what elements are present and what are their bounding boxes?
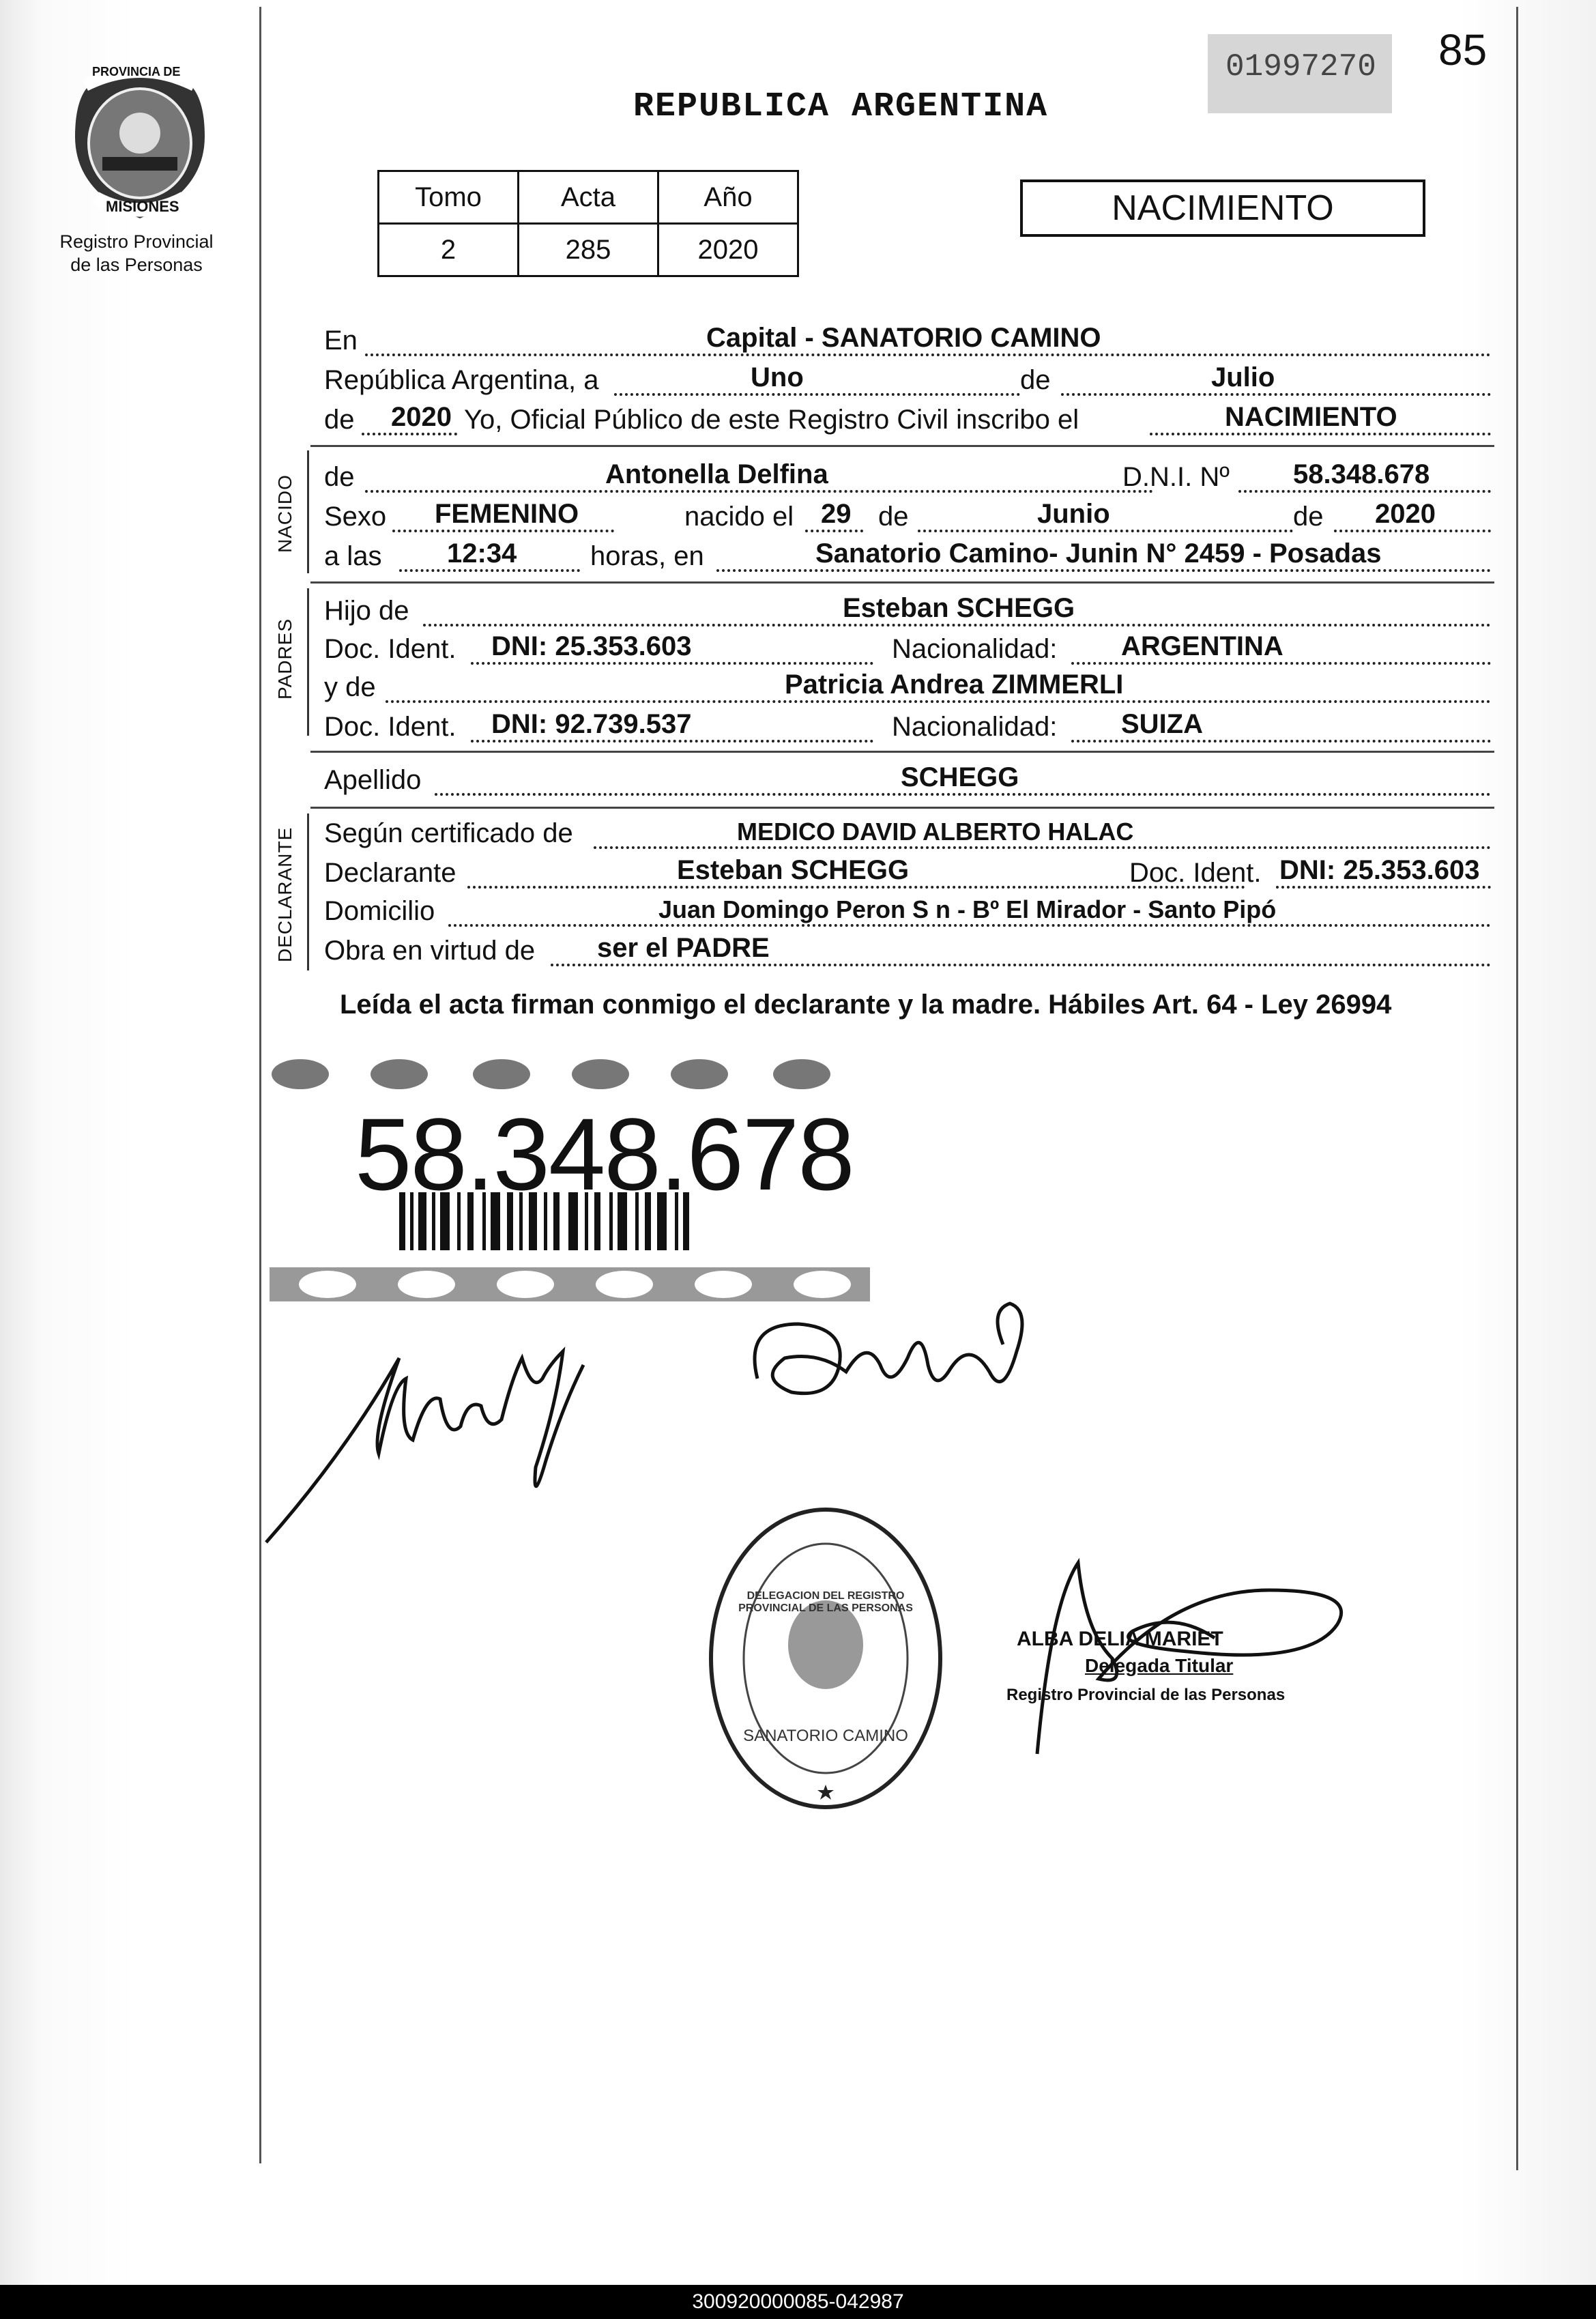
a-las-label: a las xyxy=(324,541,382,571)
stamp-inner-text: SANATORIO CAMINO xyxy=(743,1727,908,1745)
declarante-bracket xyxy=(307,813,309,970)
nacido-row-name xyxy=(324,457,1491,497)
footer-barcode-code: 300920000085-042987 xyxy=(0,2285,1596,2319)
declarant-signature xyxy=(263,1297,645,1556)
decl-value: Esteban SCHEGG xyxy=(677,855,910,885)
nationality-label: Nacionalidad: xyxy=(892,634,1058,664)
de-label: de xyxy=(1020,365,1051,395)
month-value: Julio xyxy=(1211,362,1275,392)
day-value: Uno xyxy=(751,362,804,392)
declarante-row-obra xyxy=(324,931,1491,970)
child-dni: 58.348.678 xyxy=(1293,459,1430,489)
birth-time: 12:34 xyxy=(447,538,517,568)
doc-label: Doc. Ident. xyxy=(324,634,456,664)
section-separator xyxy=(310,807,1494,809)
year-value: 2020 xyxy=(391,402,452,432)
official-office: Registro Provincial de las Personas xyxy=(1006,1686,1286,1704)
record-header-tomo: Tomo xyxy=(379,171,519,224)
registry-delegation-stamp xyxy=(703,1501,948,1815)
record-table xyxy=(377,170,799,277)
closing-statement: Leída el acta firman conmigo el declarante y la madre. Hábiles Art. 64 - Ley 26994 xyxy=(340,990,1392,1020)
mother-name: Patricia Andrea ZIMMERLI xyxy=(785,669,1124,700)
record-value-tomo: 2 xyxy=(379,224,519,276)
republic-label: República Argentina, a xyxy=(324,365,599,395)
decl-doc: DNI: 25.353.603 xyxy=(1279,855,1480,885)
nacido-bracket xyxy=(307,450,309,573)
stamp-outer-text: DELEGACION DEL REGISTRO PROVINCIAL DE LAS PERSONAS xyxy=(738,1590,913,1614)
dni-label: D.N.I. Nº xyxy=(1122,462,1230,492)
country-title: REPUBLICA ARGENTINA xyxy=(633,87,1049,126)
mother-signature xyxy=(744,1297,1030,1420)
section-separator xyxy=(310,751,1494,753)
cert-value: MEDICO DAVID ALBERTO HALAC xyxy=(737,818,1134,846)
birth-month: Junio xyxy=(1037,499,1110,529)
official-name: ALBA DELIA MARIET xyxy=(1017,1628,1223,1650)
father-name: Esteban SCHEGG xyxy=(843,593,1075,623)
father-nationality: ARGENTINA xyxy=(1121,631,1283,661)
nacido-section-label: NACIDO xyxy=(274,474,295,553)
registry-name-line-1: Registro Provincial xyxy=(59,231,214,252)
birth-place: Sanatorio Camino- Junin N° 2459 - Posadas xyxy=(815,538,1382,568)
record-header-anio: Año xyxy=(658,171,798,224)
nacido-row-sex xyxy=(324,497,1491,536)
event-value: NACIMIENTO xyxy=(1225,402,1397,432)
dom-label: Domicilio xyxy=(324,896,435,926)
section-separator xyxy=(310,581,1494,584)
doc-label: Doc. Ident. xyxy=(324,712,456,742)
serial-number-stamp xyxy=(1208,34,1392,113)
de-label: de xyxy=(324,462,355,492)
decl-label: Declarante xyxy=(324,858,456,888)
nationality-label: Nacionalidad: xyxy=(892,712,1058,742)
mother-doc: DNI: 92.739.537 xyxy=(491,709,692,739)
nacido-row-time xyxy=(324,536,1491,576)
registry-name-line-2: de las Personas xyxy=(70,255,203,275)
doc-label: Doc. Ident. xyxy=(1129,858,1262,888)
apellido-label: Apellido xyxy=(324,765,422,795)
y-de-label: y de xyxy=(324,672,376,702)
declarante-section-label: DECLARANTE xyxy=(274,826,295,962)
declarante-row-domicilio xyxy=(324,891,1491,931)
de-label: de xyxy=(878,502,909,532)
document-type-box: NACIMIENTO xyxy=(1020,179,1425,237)
dni-sticker-number: 58.348.678 xyxy=(355,1097,854,1211)
intro-row-officer xyxy=(324,400,1491,440)
de-label: de xyxy=(1293,502,1324,532)
mother-nationality: SUIZA xyxy=(1121,709,1203,739)
apellido-row xyxy=(324,760,1491,800)
padres-row-father-doc xyxy=(324,629,1491,669)
page-number: 85 xyxy=(1438,25,1488,74)
dotted-fill xyxy=(614,369,1020,396)
serial-number: 01997270 xyxy=(1225,49,1376,85)
nacido-label: nacido el xyxy=(684,502,794,532)
horas-label: horas, en xyxy=(590,541,704,571)
seal-bottom-text: MISIONES xyxy=(106,198,179,215)
declarante-row-name xyxy=(324,853,1491,893)
birth-day: 29 xyxy=(821,499,852,529)
father-doc: DNI: 25.353.603 xyxy=(491,631,692,661)
officer-text: Yo, Oficial Público de este Registro Civil inscribo el xyxy=(464,405,1079,435)
apellido-value: SCHEGG xyxy=(901,762,1019,792)
intro-row-place xyxy=(324,321,1491,360)
padres-section-label: PADRES xyxy=(274,618,295,700)
padres-row-mother xyxy=(324,667,1491,707)
left-margin-line xyxy=(259,7,261,2163)
de-label: de xyxy=(324,405,355,435)
declarante-row-cert xyxy=(324,813,1491,853)
section-separator xyxy=(310,445,1494,447)
sex-value: FEMENINO xyxy=(435,499,579,529)
official-role: Delegada Titular xyxy=(1085,1655,1234,1676)
right-margin-line xyxy=(1516,7,1518,2170)
obra-value: ser el PADRE xyxy=(597,933,770,963)
child-name: Antonella Delfina xyxy=(605,459,828,489)
birth-year: 2020 xyxy=(1375,499,1436,529)
intro-row-date xyxy=(324,360,1491,400)
en-label: En xyxy=(324,326,358,356)
dotted-fill xyxy=(1061,369,1491,396)
place-value: Capital - SANATORIO CAMINO xyxy=(706,323,1101,353)
padres-row-father xyxy=(324,591,1491,631)
record-header-acta: Acta xyxy=(519,171,658,224)
hijo-label: Hijo de xyxy=(324,596,409,626)
cert-label: Según certificado de xyxy=(324,818,573,848)
padres-row-mother-doc xyxy=(324,707,1491,747)
record-value-anio: 2020 xyxy=(658,224,798,276)
record-value-acta: 285 xyxy=(519,224,658,276)
sexo-label: Sexo xyxy=(324,502,387,532)
padres-bracket xyxy=(307,588,309,736)
obra-label: Obra en virtud de xyxy=(324,936,536,966)
seal-top-text: PROVINCIA DE xyxy=(92,65,181,78)
domicilio-value: Juan Domingo Peron S n - Bº El Mirador - Santo Pipó xyxy=(658,895,1277,923)
